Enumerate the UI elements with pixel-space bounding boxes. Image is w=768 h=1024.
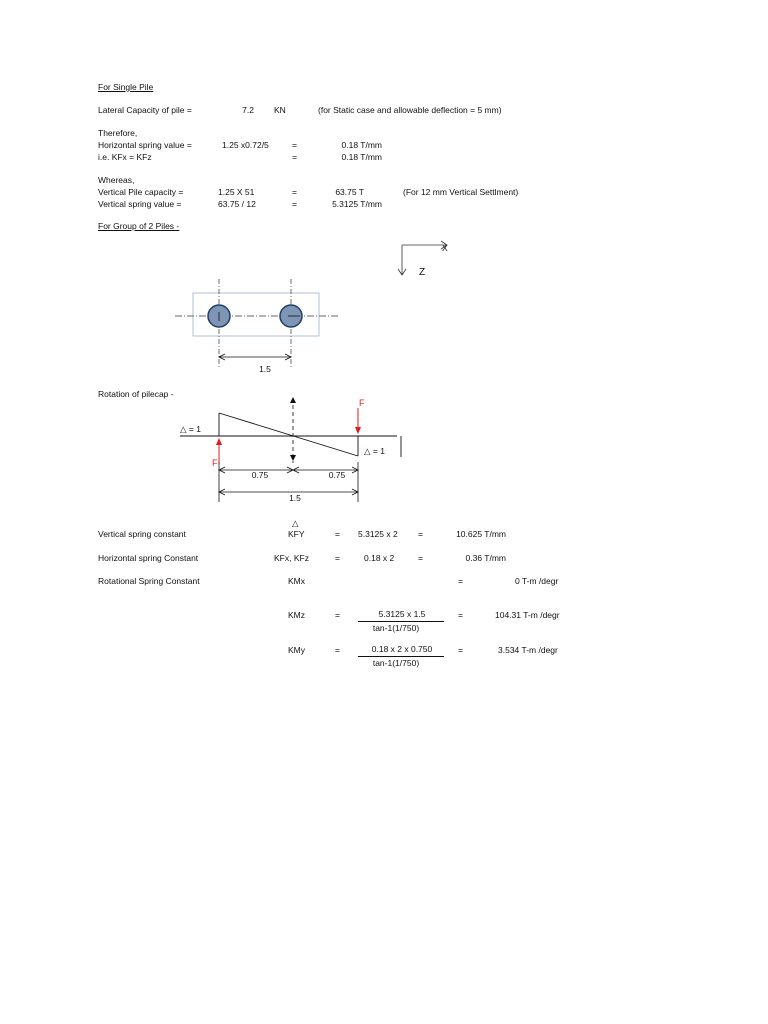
axis-x-label: X — [442, 243, 448, 253]
total-dim-label: 1.5 — [289, 493, 301, 503]
rotation-profile — [219, 413, 358, 456]
vertical-spring-formula: 63.75 / 12 — [218, 199, 256, 209]
kmy-denominator: tan-1(1/750) — [372, 658, 420, 668]
vertical-spring-value: 5.3125 T/mm — [332, 199, 382, 209]
single-pile-heading: For Single Pile — [98, 82, 154, 92]
force-label-bottom: F — [212, 458, 218, 468]
rotational-constant-label: Rotational Spring Constant — [98, 576, 200, 586]
equals-sign: = — [335, 645, 340, 655]
equals-sign: = — [458, 645, 463, 655]
kmz-value: 104.31 T-m /degr — [495, 610, 560, 620]
horizontal-constant-value: 0.36 T/mm — [465, 553, 506, 563]
ie-kfx-kfz-label: i.e. KFx = KFz — [98, 152, 152, 162]
vertical-constant-label: Vertical spring constant — [98, 529, 186, 539]
vertical-constant-value: 10.625 T/mm — [456, 529, 506, 539]
equals-sign: = — [335, 529, 340, 539]
lateral-capacity-value: 7.2 — [242, 105, 254, 115]
whereas-text: Whereas, — [98, 175, 135, 185]
ie-kfx-kfz-value: 0.18 T/mm — [341, 152, 382, 162]
equals-sign: = — [292, 140, 297, 150]
kmx-symbol: KMx — [288, 576, 305, 586]
delta-left-label: △ = 1 — [180, 424, 201, 434]
horizontal-constant-formula: 0.18 x 2 — [364, 553, 395, 563]
horizontal-spring-value: 0.18 T/mm — [341, 140, 382, 150]
delta-right-label: △ = 1 — [364, 446, 385, 456]
lateral-capacity-unit: KN — [274, 105, 286, 115]
vertical-constant-formula: 5.3125 x 2 — [358, 529, 398, 539]
equals-sign: = — [458, 576, 463, 586]
kfx-kfz-symbol: KFx, KFz — [274, 553, 309, 563]
horizontal-spring-label: Horizontal spring value = — [98, 140, 192, 150]
kmy-fraction-bar — [358, 656, 444, 657]
half-dim-left: 0.75 — [251, 470, 269, 480]
therefore-text: Therefore, — [98, 128, 138, 138]
equals-sign: = — [292, 187, 297, 197]
equals-sign: = — [335, 610, 340, 620]
horizontal-spring-formula: 1.25 x0.72/5 — [222, 140, 269, 150]
vertical-capacity-formula: 1.25 X 51 — [218, 187, 255, 197]
axis-z-label: Z — [419, 267, 426, 278]
equals-sign: = — [292, 199, 297, 209]
vertical-capacity-label: Vertical Pile capacity = — [98, 187, 184, 197]
kmz-numerator: 5.3125 x 1.5 — [378, 609, 426, 619]
vertical-spring-label: Vertical spring value = — [98, 199, 182, 209]
vertical-capacity-value: 63.75 T — [335, 187, 364, 197]
kmy-numerator: 0.18 x 2 x 0.750 — [371, 644, 433, 654]
kmz-fraction-bar — [358, 621, 444, 622]
vertical-capacity-note: (For 12 mm Vertical Settlment) — [403, 187, 519, 197]
kmz-denominator: tan-1(1/750) — [372, 623, 420, 633]
group-piles-heading: For Group of 2 Piles - — [98, 221, 180, 231]
delta-symbol: △ — [292, 518, 299, 528]
equals-sign: = — [335, 553, 340, 563]
pile-spacing-label: 1.5 — [259, 364, 271, 374]
horizontal-constant-label: Horizontal spring Constant — [98, 553, 199, 563]
lateral-capacity-label: Lateral Capacity of pile = — [98, 105, 192, 115]
kmz-symbol: KMz — [288, 610, 305, 620]
kmy-symbol: KMy — [288, 645, 305, 655]
equals-sign: = — [458, 610, 463, 620]
equals-sign: = — [418, 529, 423, 539]
kmy-value: 3.534 T-m /degr — [498, 645, 558, 655]
lateral-capacity-note: (for Static case and allowable deflection = 5 mm) — [318, 105, 502, 115]
equals-sign: = — [418, 553, 423, 563]
half-dim-right: 0.75 — [328, 470, 346, 480]
rotation-heading: Rotation of pilecap - — [98, 389, 174, 399]
kmx-value: 0 T-m /degr — [515, 576, 559, 586]
kfy-symbol: KFY — [288, 529, 305, 539]
equals-sign: = — [292, 152, 297, 162]
force-label-top: F — [359, 398, 365, 408]
